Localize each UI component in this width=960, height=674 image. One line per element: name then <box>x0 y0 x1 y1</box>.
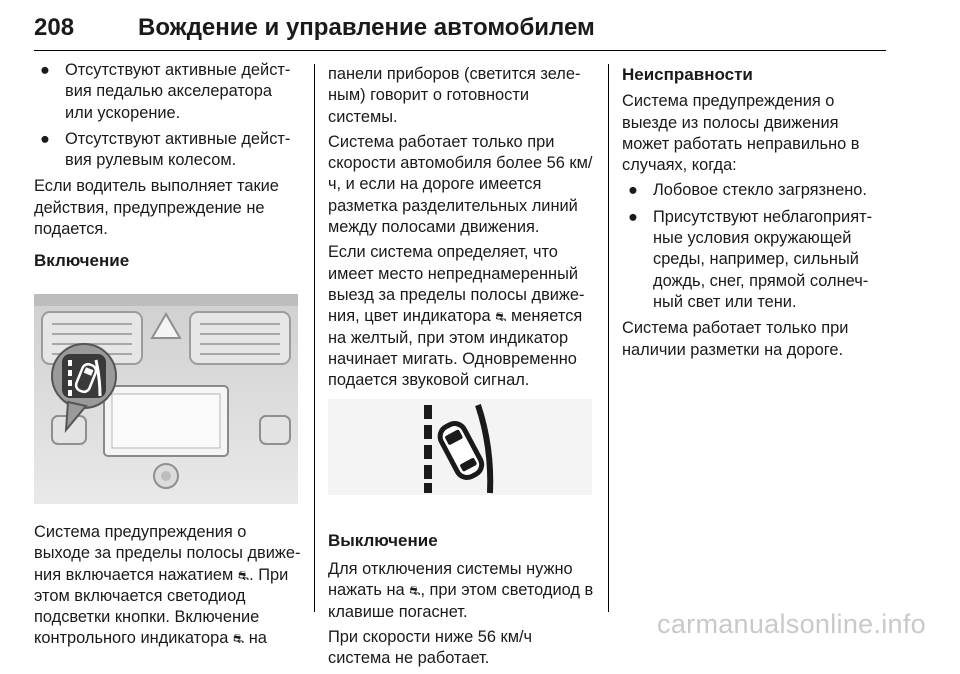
column-1 <box>34 60 302 654</box>
page-number: 208 <box>34 14 75 41</box>
paragraph: Если система определяет, что имеет место непреднамеренный выезд за пределы полосы движе-ния, цвет индикатора ⛐ меняется на желтый, при этом индикатор начинает мигать. Одновременно подается звуковой сигнал. <box>328 243 585 390</box>
paragraph: Система предупреждения о выходе за пределы полосы движе-ния включается нажатием ⛐. При этом включается светодиод подсветки кнопки. Включение контрольного индикатора ⛐ на <box>34 522 301 648</box>
bullet-icon: ● <box>628 207 638 226</box>
column-divider-1 <box>314 64 315 612</box>
dashboard-button-illustration <box>34 294 298 504</box>
conditions-list <box>34 60 302 171</box>
paragraph: Система предупреждения о выезде из полосы движения может работать неправильно в случаях, когда: <box>622 92 860 175</box>
column-3 <box>622 60 890 365</box>
bullet-icon: ● <box>40 129 50 148</box>
list-item: ● Отсутствуют активные дейст-вия педалью акселератора или ускорение. <box>40 61 291 122</box>
paragraph: При скорости ниже 56 км/ч система не работает. <box>328 627 533 668</box>
lane-departure-icon: ⛐ <box>237 567 250 583</box>
bullet-icon: ● <box>628 181 638 200</box>
paragraph: Система работает только при наличии разметки на дороге. <box>622 319 849 359</box>
bullet-icon: ● <box>40 61 50 79</box>
section-heading-enable: Включение <box>34 251 130 271</box>
lane-departure-icon: ⛐ <box>232 631 245 647</box>
header-rule <box>34 50 886 51</box>
paragraph: Система работает только при скорости автомобиля более 56 км/ч, и если на дороге имеется разметка разделительных линий между полосами движения. <box>328 132 593 237</box>
paragraph: Если водитель выполняет такие действия, предупреждение не подается. <box>34 177 279 239</box>
malfunction-list <box>622 180 890 313</box>
column-divider-2 <box>608 64 609 612</box>
lane-departure-icon: ⛐ <box>409 583 421 599</box>
section-heading-malfunctions: Неисправности <box>622 65 753 84</box>
section-heading-disable: Выключение <box>328 530 438 550</box>
page-header <box>34 14 886 52</box>
column-2 <box>328 64 596 674</box>
paragraph: панели приборов (светится зеле-ным) говорит о готовности системы. <box>328 65 581 126</box>
list-item: ● Присутствуют неблагоприят-ные условия окружающей среды, например, сильный дождь, снег, прямой солнеч-ный свет или тени. <box>628 207 873 311</box>
lane-indicator-illustration <box>328 399 592 495</box>
paragraph: Для отключения системы нужно нажать на ⛐, при этом светодиод в клавише погаснет. <box>328 560 594 621</box>
page-title: Вождение и управление автомобилем <box>138 14 595 41</box>
lane-departure-icon: ⛐ <box>495 309 507 325</box>
list-item: ● Отсутствуют активные дейст-вия рулевым колесом. <box>40 129 291 170</box>
watermark: carmanualsonline.info <box>657 609 926 639</box>
list-item: ● Лобовое стекло загрязнено. <box>622 180 890 201</box>
